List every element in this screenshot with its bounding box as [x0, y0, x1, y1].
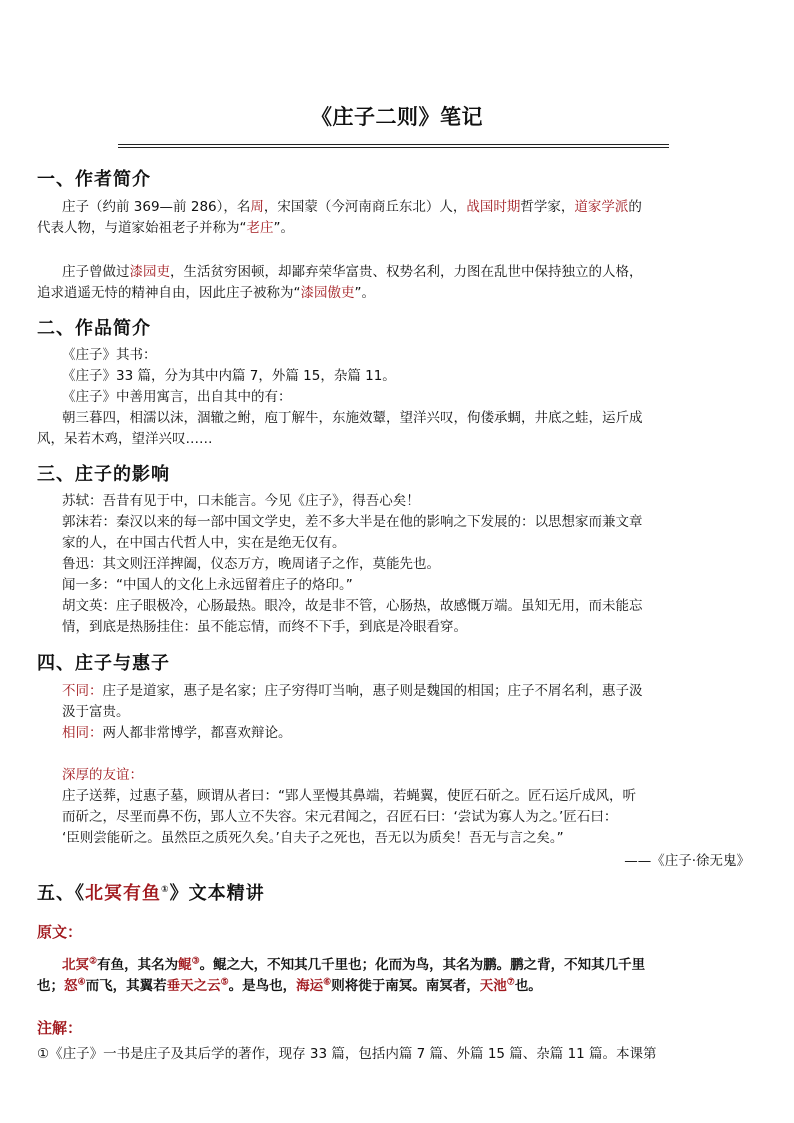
influence-line: 闻一多：“中国人的文化上永远留着庄子的烙印。” [62, 577, 353, 593]
page-title: 《庄子二则》笔记 [311, 104, 483, 129]
influence-line: 鲁迅：其文则汪洋捭阖，仪态万方，晚周诸子之作，莫能先也。 [62, 556, 440, 572]
works-line: 《庄子》33 篇，分为其中内篇 7，外篇 15，杂篇 11。 [62, 368, 396, 384]
footnote-marker: ⑥ [323, 977, 332, 988]
influence-line: 郭沫若：秦汉以来的每一部中国文学史，差不多大半是在他的影响之下发展的：以思想家而兼文章 [62, 514, 643, 530]
footnote-marker: ⑦ [506, 977, 515, 988]
similarity-line [62, 723, 292, 744]
highlight-qiyuanli: 漆园吏 [129, 264, 170, 280]
text-span: 。鲲之大，不知其几千里也；化而为鸟，其名为鹏。鹏之背，不知其几千里 [199, 957, 646, 973]
title-rule-top [118, 144, 669, 145]
text-span: 也； [37, 978, 64, 994]
author-paragraph-2 [62, 262, 643, 283]
notes-label: 注解： [37, 1019, 83, 1037]
highlight-beiming: 北冥 [62, 957, 89, 973]
text-span: 代表人物，与道家始祖老子并称为“ [37, 220, 247, 236]
text-span: 哲学家， [520, 199, 575, 215]
text-span: 庄子曾做过 [62, 264, 130, 280]
highlight-nu: 怒 [64, 978, 78, 994]
difference-line-cont: 汲于富贵。 [62, 704, 130, 720]
influence-line: 情，到底是热肠挂住：虽不能忘情，而终不下手，到底是冷眼看穿。 [62, 619, 467, 635]
section-heading-text-study [37, 879, 265, 905]
original-text-line-1 [62, 955, 645, 976]
author-paragraph-1-cont [37, 218, 294, 239]
story-line: 而斫之，尽垩而鼻不伤，郢人立不失容。宋元君闻之，召匠石曰：‘尝试为寡人为之。’匠石曰： [62, 809, 618, 825]
text-span: 庄子（约前 369—前 286），名 [62, 199, 251, 215]
text-span: 而飞，其翼若 [85, 978, 167, 994]
footnote-marker: ① [161, 885, 170, 895]
section-heading-works: 二、作品简介 [37, 318, 151, 339]
highlight-warring-states: 战国时期 [466, 199, 521, 215]
friendship-label: 深厚的友谊： [62, 767, 143, 783]
highlight-kun: 鲲 [178, 957, 192, 973]
text-span: 》文本精讲 [169, 883, 265, 904]
author-paragraph-1 [62, 197, 642, 218]
original-text-label: 原文： [37, 923, 83, 941]
text-span: 则将徙于南冥。南冥者， [331, 978, 480, 994]
works-line: 风，呆若木鸡，望洋兴叹…… [37, 431, 213, 447]
highlight-cloud: 垂天之云 [166, 978, 221, 994]
works-line: 《庄子》中善用寓言，出自其中的有： [62, 389, 292, 405]
footnote-marker: ⑤ [220, 977, 229, 988]
heading-title-red: 北冥有鱼 [85, 883, 161, 904]
footnote-marker: ③ [191, 956, 200, 967]
text-span: 追求逍遥无恃的精神自由，因此庄子被称为“ [37, 285, 301, 301]
highlight-zhou: 周 [250, 199, 264, 215]
highlight-taoist-school: 道家学派 [574, 199, 629, 215]
similarity-label: 相同： [62, 725, 103, 741]
highlight-laozhuang: 老庄 [246, 220, 274, 236]
difference-label: 不同： [62, 683, 103, 699]
influence-line: 胡文英：庄子眼极冷，心肠最热。眼冷，故是非不管，心肠热，故感慨万端。虽知无用，而未能忘 [62, 598, 643, 614]
text-span: 庄子是道家，惠子是名家；庄子穷得叮当响，惠子则是魏国的相国；庄子不屑名利，惠子汲 [102, 683, 643, 699]
story-line: ‘臣则尝能斫之。虽然臣之质死久矣。’自夫子之死也，吾无以为质矣！吾无与言之矣。” [62, 830, 564, 846]
text-span: ，宋国蒙（今河南商丘东北）人， [263, 199, 467, 215]
text-span: 也。 [514, 978, 542, 994]
section-heading-huizi: 四、庄子与惠子 [37, 653, 170, 674]
works-line: 《庄子》其书： [62, 347, 157, 363]
text-span: ”。 [273, 220, 294, 236]
works-line: 朝三暮四，相濡以沫，涸辙之鲋，庖丁解牛，东施效颦，望洋兴叹，佝偻承蜩，井底之蛙，运斤成 [62, 410, 643, 426]
text-span: 两人都非常博学，都喜欢辩论。 [102, 725, 292, 741]
author-paragraph-2-cont [37, 283, 375, 304]
story-source: ——《庄子·徐无鬼》 [624, 853, 750, 869]
text-span: ，生活贫穷困顿，却鄙弃荣华富贵、权势名利，力图在乱世中保持独立的人格， [170, 264, 643, 280]
difference-line [62, 681, 643, 702]
influence-line: 苏轼：吾昔有见于中，口未能言。今见《庄子》，得吾心矣！ [62, 493, 420, 509]
footnote-marker: ② [89, 956, 98, 967]
text-span: ”。 [354, 285, 375, 301]
highlight-haiyun: 海运 [296, 978, 324, 994]
note-line: ①《庄子》一书是庄子及其后学的著作，现存 33 篇，包括内篇 7 篇、外篇 15 篇、杂篇 11 篇。本课第 [37, 1046, 657, 1062]
title-rule-bottom [118, 147, 669, 148]
text-span: 。是鸟也， [228, 978, 297, 994]
text-span: 五、《 [37, 883, 85, 904]
influence-line: 家的人，在中国古代哲人中，实在是绝无仅有。 [62, 535, 346, 551]
original-text-line-2 [37, 976, 542, 997]
footnote-marker: ④ [77, 977, 86, 988]
highlight-qiyuan-aoli: 漆园傲吏 [300, 285, 355, 301]
story-line: 庄子送葬，过惠子墓，顾谓从者曰：“郢人垩慢其鼻端，若蝇翼，使匠石斫之。匠石运斤成风，听 [62, 788, 636, 804]
section-heading-influence: 三、庄子的影响 [37, 464, 170, 485]
text-span: 的 [628, 199, 642, 215]
highlight-tianchi: 天池 [479, 978, 507, 994]
section-heading-author: 一、作者简介 [37, 169, 151, 190]
text-span: 有鱼，其名为 [97, 957, 179, 973]
